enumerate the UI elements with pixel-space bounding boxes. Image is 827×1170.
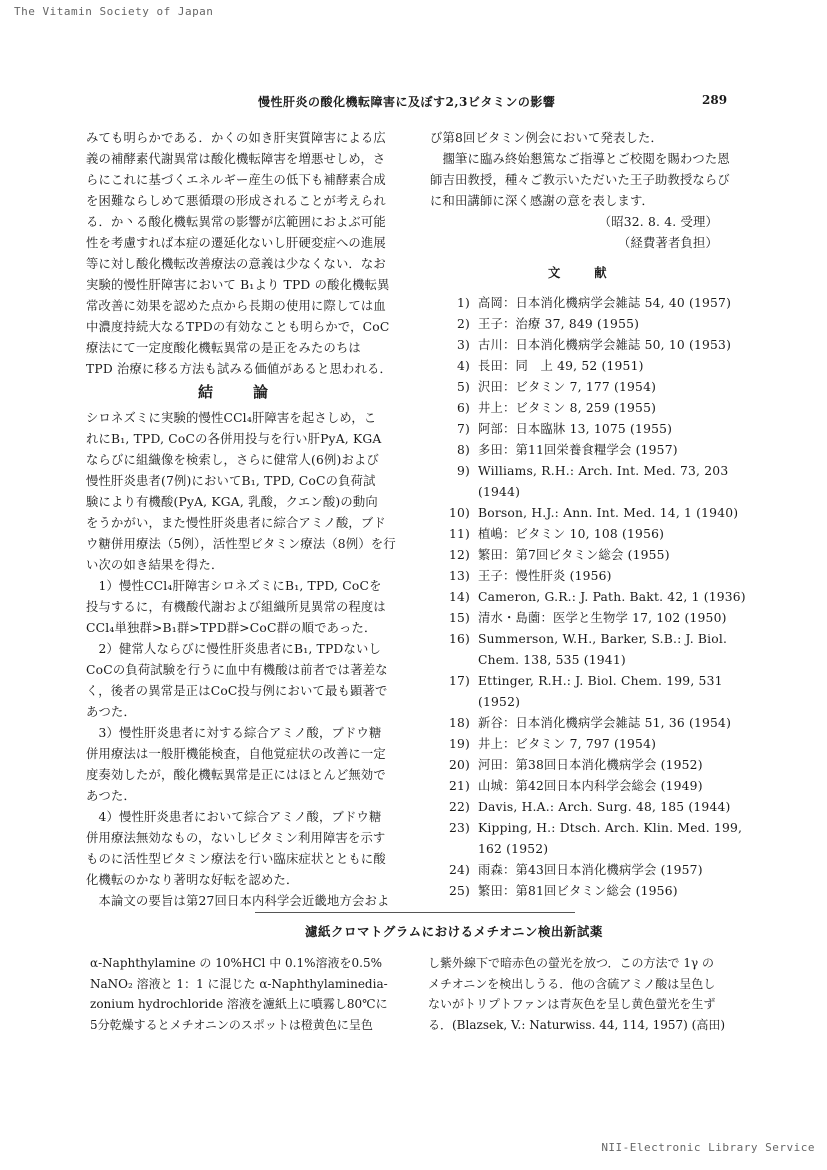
- reference-text: (1944): [478, 485, 521, 499]
- reference-item: [430, 482, 740, 503]
- reference-text: 井上：ビタミン 7, 797 (1954): [478, 737, 657, 751]
- reference-number: 24): [448, 863, 470, 877]
- reference-text: 新谷：日本消化機病学会雑誌 51, 36 (1954): [478, 716, 732, 730]
- reference-text: 長田：同 上 49, 52 (1951): [478, 359, 644, 373]
- text-line: 義の補酵素代謝異常は酸化機転障害を増悪せしめ，さ: [86, 152, 386, 166]
- text-line: 2）健常人ならびに慢性肝炎患者にB₁, TPDないし: [86, 642, 381, 656]
- reference-number: 3): [456, 338, 470, 352]
- text-line: ならびに組織像を検索し，さらに健常人(6例)および: [86, 453, 379, 467]
- text-line: る．か丶る酸化機転異常の影響が広範囲におよぶ可能: [86, 215, 386, 229]
- text-line: い次の如き結果を得た．: [86, 558, 224, 572]
- reference-text: 井上：ビタミン 8, 259 (1955): [478, 401, 657, 415]
- reference-number: 7): [456, 422, 470, 436]
- reference-text: Davis, H.A.: Arch. Surg. 48, 185 (1944): [478, 800, 731, 814]
- text-line: ないがトリプトファンは青灰色を呈し黄色螢光を生ず: [428, 997, 716, 1011]
- reference-number: 11): [448, 527, 470, 541]
- reference-item: [430, 713, 740, 734]
- reference-item: [430, 839, 740, 860]
- text-line: CCl₄単独群>B₁群>TPD群>CoC群の順であった．: [86, 621, 377, 635]
- text-line: 3）慢性肝炎患者に対する綜合アミノ酸，ブドウ糖: [86, 726, 382, 740]
- text-line: みても明らかである．かくの如き肝実質障害による広: [86, 131, 386, 145]
- text-line: 4）慢性肝炎患者において綜合アミノ酸，ブドウ糖: [86, 810, 382, 824]
- reference-item: [430, 335, 740, 356]
- text-line: 実験的慢性肝障害において B₁より TPD の酸化機転異: [86, 278, 390, 292]
- left-column: [86, 128, 404, 912]
- text-line: をうかがい，また慢性肝炎患者に綜合アミノ酸，ブド: [86, 516, 386, 530]
- reference-text: 山城：第42回日本内科学会総会 (1949): [478, 779, 703, 793]
- text-line: メチオニンを検出しうる．他の含硫アミノ酸は呈色し: [428, 976, 716, 991]
- reference-number: 16): [448, 632, 470, 646]
- reference-item: [430, 608, 740, 629]
- reference-item: [430, 776, 740, 797]
- reference-item: [430, 671, 740, 692]
- text-line: あつた．: [86, 789, 136, 803]
- reference-item: [430, 356, 740, 377]
- reference-text: 沢田：ビタミン 7, 177 (1954): [478, 380, 657, 394]
- reference-item: [430, 314, 740, 335]
- reference-number: 2): [456, 317, 470, 331]
- text-line: 度奏効したが，酸化機転異常是正にはほとんど無効で: [86, 768, 386, 782]
- intro-paragraph: [86, 128, 404, 380]
- text-line: 擱筆に臨み終始懇篤なご指導とご校閲を賜わつた恩: [430, 152, 730, 166]
- reference-text: Kipping, H.: Dtsch. Arch. Klin. Med. 199,: [478, 821, 743, 835]
- text-line: 験により有機酸(PyA, KGA, 乳酸，クエン酸)の動向: [86, 495, 378, 509]
- cost-note: （経費著者負担）: [618, 236, 718, 250]
- reference-item: [430, 377, 740, 398]
- reference-item: [430, 398, 740, 419]
- source-footer: NII-Electronic Library Service: [601, 1141, 815, 1154]
- section-divider: [255, 912, 575, 913]
- reference-text: 繁田：第81回ビタミン総会 (1956): [478, 884, 678, 898]
- reference-item: [430, 629, 740, 650]
- text-line: し紫外線下で暗赤色の螢光を放つ．この方法で 1γ の: [428, 956, 714, 970]
- reference-text: Borson, H.J.: Ann. Int. Med. 14, 1 (1940): [478, 506, 739, 520]
- reference-number: 25): [448, 884, 470, 898]
- reference-text: 162 (1952): [478, 842, 549, 856]
- reference-item: [430, 587, 746, 608]
- reference-item: [430, 692, 740, 713]
- reference-number: 9): [456, 464, 470, 478]
- reference-number: 19): [448, 737, 470, 751]
- text-line: 併用療法無効なもの，ないしビタミン利用障害を示す: [86, 831, 386, 845]
- text-line: 慢性肝炎患者(7例)においてB₁, TPD, CoCの負荷試: [86, 474, 376, 488]
- note-title: 濾紙クロマトグラムにおけるメチオニン検出新試薬: [305, 924, 603, 939]
- reference-text: Williams, R.H.: Arch. Int. Med. 73, 203: [478, 464, 729, 478]
- reference-text: (1952): [478, 695, 521, 709]
- text-line: ものに活性型ビタミン療法を行い臨床症状とともに酸: [86, 852, 386, 866]
- text-line: α-Naphthylamine の 10%HCl 中 0.1%溶液を0.5%: [90, 956, 382, 970]
- page-number: 289: [702, 93, 728, 107]
- running-title: 慢性肝炎の酸化機転障害に及ぼす2,3ビタミンの影響: [258, 95, 556, 109]
- reference-text: 多田：第11回栄養食糧学会 (1957): [478, 443, 678, 457]
- text-line: 5分乾燥するとメチオニンのスポットは橙黄色に呈色: [90, 1017, 373, 1032]
- text-line: れにB₁, TPD, CoCの各併用投与を行い肝PyA, KGA: [86, 432, 382, 446]
- text-line: 等に対し酸化機転改善療法の意義は少なくない．なお: [86, 257, 386, 271]
- text-line: 本論文の要旨は第27回日本内科学会近畿地方会およ: [86, 894, 390, 908]
- reference-number: 17): [448, 674, 470, 688]
- reference-number: [430, 692, 478, 713]
- text-line: TPD 治療に移る方法も試みる価値があると思われる．: [86, 362, 392, 376]
- reference-item: [430, 524, 740, 545]
- text-line: 併用療法は一般肝機能検査，自他覚症状の改善に一定: [86, 747, 386, 761]
- reference-text: Ettinger, R.H.: J. Biol. Chem. 199, 531: [478, 674, 723, 688]
- reference-number: 6): [456, 401, 470, 415]
- conclusion-body: [86, 408, 404, 912]
- reference-number: 21): [448, 779, 470, 793]
- text-line: く，後者の異常是正はCoC投与例において最も顕著で: [86, 684, 388, 698]
- reference-list: [430, 293, 746, 902]
- reference-item: [430, 818, 743, 839]
- reference-number: 1): [456, 296, 470, 310]
- reference-text: 高岡：日本消化機病学会雑誌 54, 40 (1957): [478, 296, 732, 310]
- reference-item: [430, 419, 740, 440]
- reference-text: 繁田：第7回ビタミン総会 (1955): [478, 548, 670, 562]
- text-line: 療法にて一定度酸化機転異常の是正をみたのちは: [86, 341, 361, 355]
- reference-text: 清水・島薗：医学と生物学 17, 102 (1950): [478, 611, 727, 625]
- reference-item: [430, 734, 740, 755]
- acknowledgement: [430, 128, 740, 212]
- text-line: 師吉田教授，種々ご教示いただいた王子助教授ならび: [430, 173, 730, 187]
- text-line: 性を考慮すれば本症の遷延化ないし肝硬変症への進展: [86, 236, 386, 250]
- reference-item: [430, 860, 740, 881]
- reference-number: 18): [448, 716, 470, 730]
- reference-item: [430, 881, 740, 902]
- reference-item: [430, 503, 740, 524]
- reference-text: 河田：第38回日本消化機病学会 (1952): [478, 758, 703, 772]
- reference-item: [430, 650, 740, 671]
- reference-item: [430, 440, 740, 461]
- reference-text: Summerson, W.H., Barker, S.B.: J. Biol.: [478, 632, 728, 646]
- text-line: zonium hydrochloride 溶液を濾紙上に噴霧し80℃に: [90, 997, 388, 1011]
- reference-text: 阿部：日本臨牀 13, 1075 (1955): [478, 422, 673, 436]
- reference-item: [430, 566, 740, 587]
- reference-item: [430, 545, 740, 566]
- reference-number: 5): [456, 380, 470, 394]
- reference-number: 13): [448, 569, 470, 583]
- reference-number: 20): [448, 758, 470, 772]
- text-line: び第8回ビタミン例会において発表した．: [430, 131, 663, 145]
- text-line: 投与するに，有機酸代謝および組織所見異常の程度は: [86, 600, 386, 614]
- text-line: 1）慢性CCl₄肝障害シロネズミにB₁, TPD, CoCを: [86, 579, 382, 593]
- text-line: る．(Blazsek, V.: Naturwiss. 44, 114, 1957) (高田): [428, 1017, 726, 1032]
- text-line: を困難ならしめて悪循環の形成されることが考えられ: [86, 194, 386, 208]
- text-line: ウ糖併用療法（5例），活性型ビタミン療法（8例）を行: [86, 537, 396, 551]
- reference-item: [430, 461, 740, 482]
- reference-number: 8): [456, 443, 470, 457]
- references-heading: 文献: [548, 265, 641, 280]
- text-line: 常改善に効果を認めた点から長期の使用に際しては血: [86, 299, 386, 313]
- note-right-column: [428, 953, 748, 1035]
- received-date: （昭32. 8. 4. 受理）: [598, 215, 718, 229]
- reference-text: Chem. 138, 535 (1941): [478, 653, 626, 667]
- note-left-column: [90, 953, 400, 1035]
- reference-number: 12): [448, 548, 470, 562]
- text-line: らにこれに基づくエネルギー産生の低下も補酵素合成: [86, 173, 386, 187]
- reference-item: [430, 755, 740, 776]
- text-line: 化機転のかなり著明な好転を認めた．: [86, 873, 299, 887]
- reference-number: [430, 650, 478, 671]
- reference-number: 10): [448, 506, 470, 520]
- reference-number: 14): [448, 590, 470, 604]
- reference-number: 23): [448, 821, 470, 835]
- text-line: NaNO₂ 溶液と 1：1 に混じた α-Naphthylaminedia-: [90, 976, 388, 991]
- reference-text: Cameron, G.R.: J. Path. Bakt. 42, 1 (1936): [478, 590, 746, 604]
- reference-number: [430, 839, 478, 860]
- reference-item: [430, 797, 740, 818]
- conclusion-heading: 結論: [198, 383, 309, 401]
- reference-item: [430, 293, 740, 314]
- text-line: あつた．: [86, 705, 136, 719]
- right-column: [430, 128, 746, 902]
- reference-number: 15): [448, 611, 470, 625]
- reference-text: 王子：治療 37, 849 (1955): [478, 317, 640, 331]
- reference-number: 4): [456, 359, 470, 373]
- text-line: CoCの負荷試験を行うに血中有機酸は前者では著差な: [86, 663, 388, 677]
- reference-text: 王子：慢性肝炎 (1956): [478, 569, 612, 583]
- text-line: シロネズミに実験的慢性CCl₄肝障害を起さしめ，こ: [86, 411, 377, 425]
- reference-number: 22): [448, 800, 470, 814]
- reference-text: 雨森：第43回日本消化機病学会 (1957): [478, 863, 703, 877]
- reference-text: 古川：日本消化機病学会雑誌 50, 10 (1953): [478, 338, 732, 352]
- reference-number: [430, 482, 478, 503]
- reference-text: 植嶋：ビタミン 10, 108 (1956): [478, 527, 665, 541]
- text-line: 中濃度持続大なるTPDの有効なことも明らかで，CoC: [86, 320, 390, 334]
- source-header: The Vitamin Society of Japan: [14, 5, 214, 18]
- text-line: に和田講師に深く感謝の意を表します．: [430, 194, 654, 208]
